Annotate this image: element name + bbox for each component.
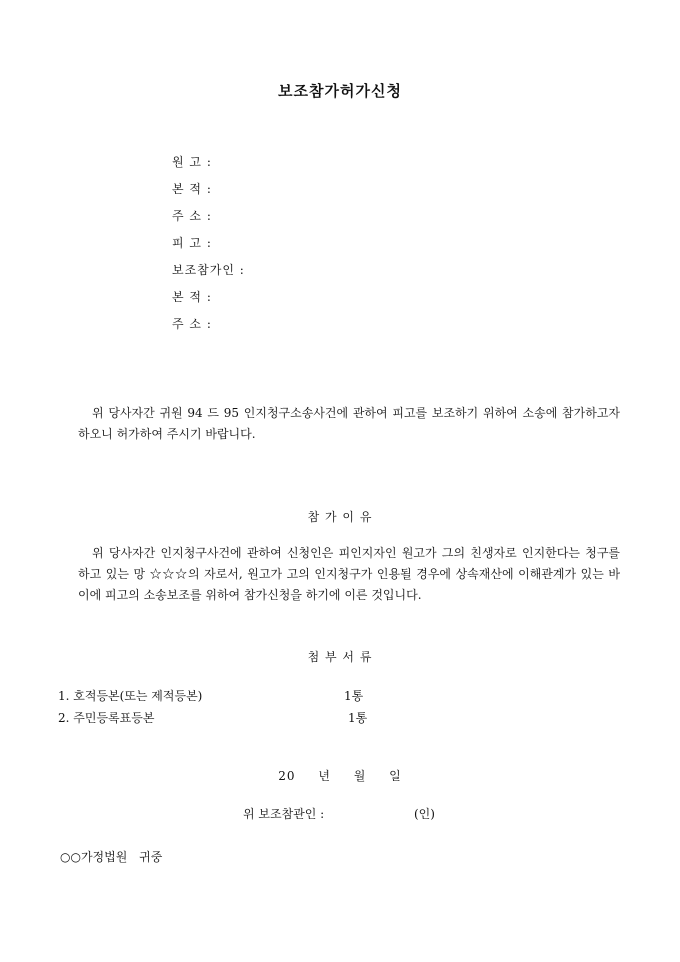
- attachment-item-name: 2. 주민등록표등본: [58, 711, 155, 725]
- party-line-defendant: 피 고 :: [172, 236, 212, 250]
- party-line-intervenor: 보조참가인 :: [172, 263, 245, 277]
- party-line-intervenor-address: 주 소 :: [172, 317, 212, 331]
- reason-paragraph: 위 당사자간 인지청구사건에 관하여 신청인은 피인지자인 원고가 그의 친생자로 인지한다는 청구를 하고 있는 망 ☆☆☆의 자로서, 원고가 고의 인지청구가 인용될 경우에 상속재산에 이해관계가 있는 바 이에 피고의 소송보조를 위하여 참가신청을 하기에 이른 것입니다.: [78, 546, 620, 602]
- party-line-plaintiff: 원 고 :: [172, 155, 212, 169]
- party-line-intervenor-domicile: 본 적 :: [172, 290, 212, 304]
- court-addressee: ○○가정법원 귀중: [60, 850, 163, 864]
- application-paragraph: 위 당사자간 귀원 94 드 95 인지청구소송사건에 관하여 피고를 보조하기 위하여 소송에 참가하고자 하오니 허가하여 주시기 바랍니다.: [78, 406, 620, 441]
- attachment-item-count: 1통: [348, 711, 368, 725]
- attachment-item-name: 1. 호적등본(또는 제적등본): [58, 689, 203, 703]
- party-line-plaintiff-address: 주 소 :: [172, 209, 212, 223]
- document-title: 보조참가허가신청: [278, 82, 402, 100]
- reason-heading: 참 가 이 유: [307, 510, 373, 524]
- party-line-plaintiff-domicile: 본 적 :: [172, 182, 212, 196]
- attachments-heading: 첨 부 서 류: [307, 650, 373, 664]
- signature-label: 위 보조참관인 :: [243, 807, 325, 821]
- attachment-item-count: 1통: [344, 689, 364, 703]
- seal-mark: (인): [414, 807, 435, 821]
- date-line: 20 년 월 일: [278, 769, 402, 783]
